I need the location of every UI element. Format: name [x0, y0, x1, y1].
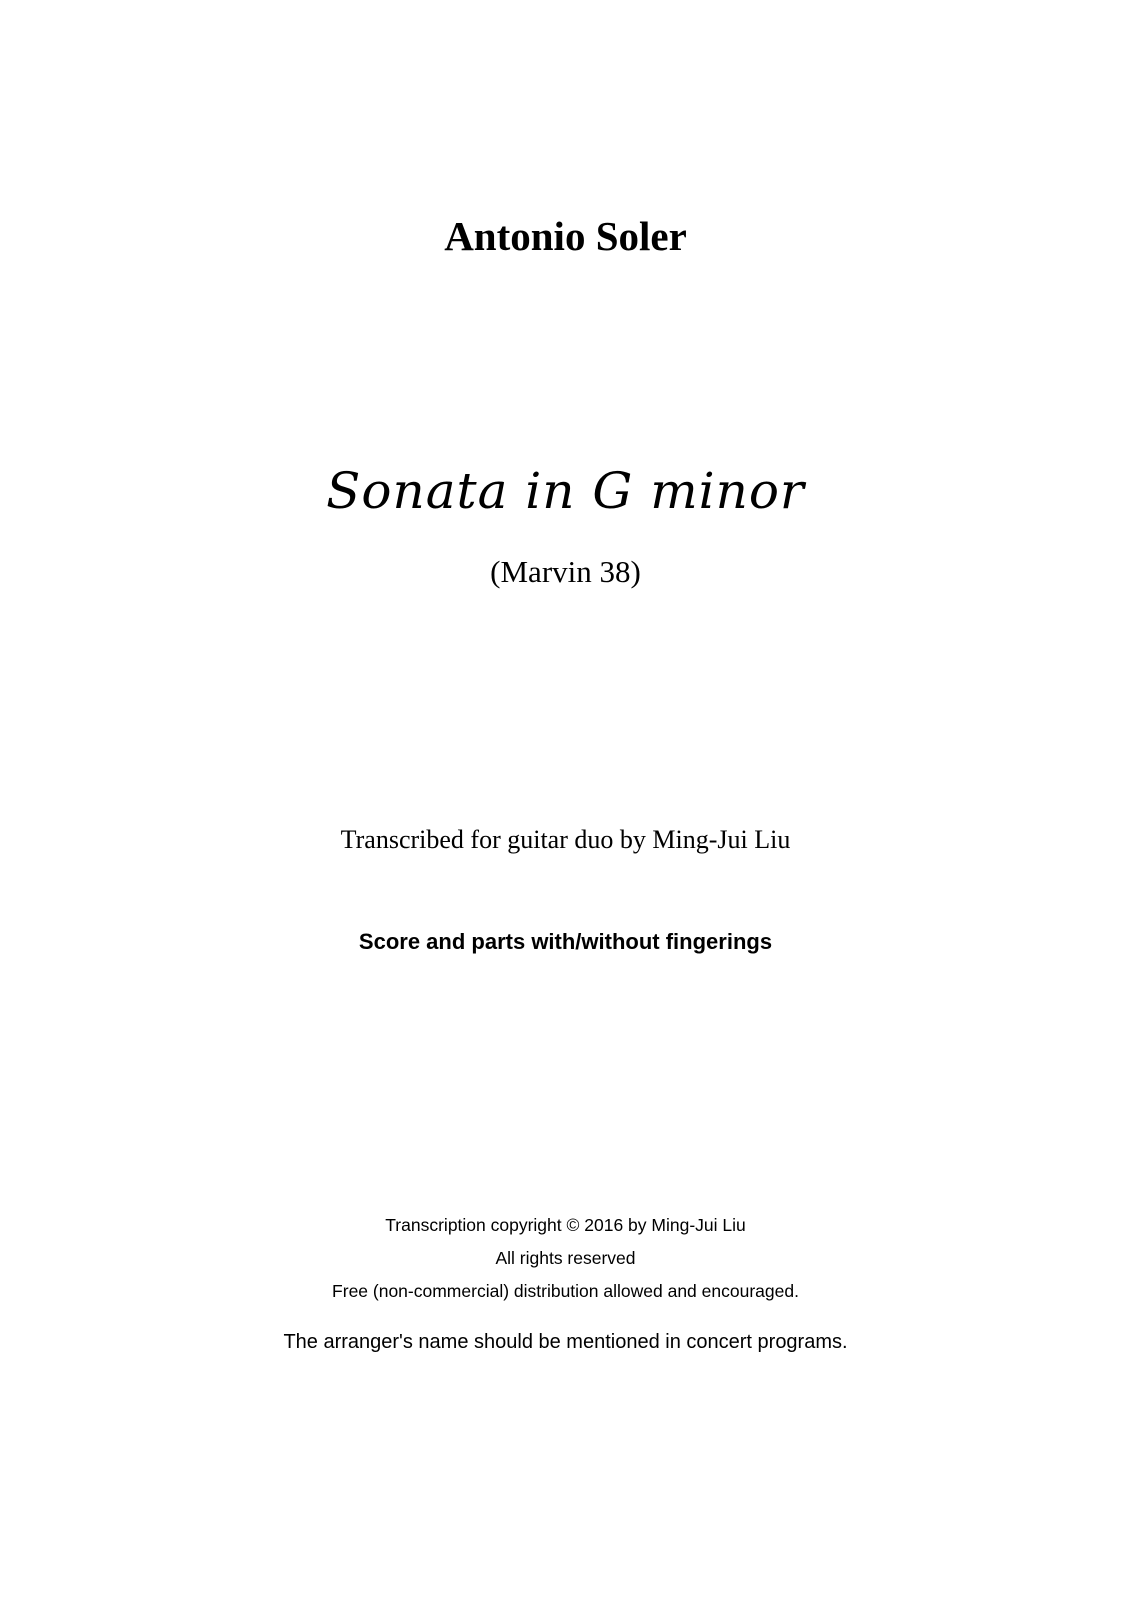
distribution-line: Free (non-commercial) distribution allowed and encouraged. [332, 1281, 799, 1301]
piece-title: Sonata in G minor [326, 462, 805, 520]
copyright-line: Transcription copyright © 2016 by Ming-Jui Liu [385, 1215, 746, 1235]
composer-name: Antonio Soler [444, 213, 687, 259]
catalogue-number: (Marvin 38) [490, 554, 641, 589]
transcription-credit: Transcribed for guitar duo by Ming-Jui Liu [340, 825, 791, 854]
arranger-notice: The arranger's name should be mentioned in concert programs. [283, 1331, 848, 1353]
edition-note: Score and parts with/without fingerings [358, 929, 773, 954]
rights-line: All rights reserved [495, 1248, 636, 1268]
